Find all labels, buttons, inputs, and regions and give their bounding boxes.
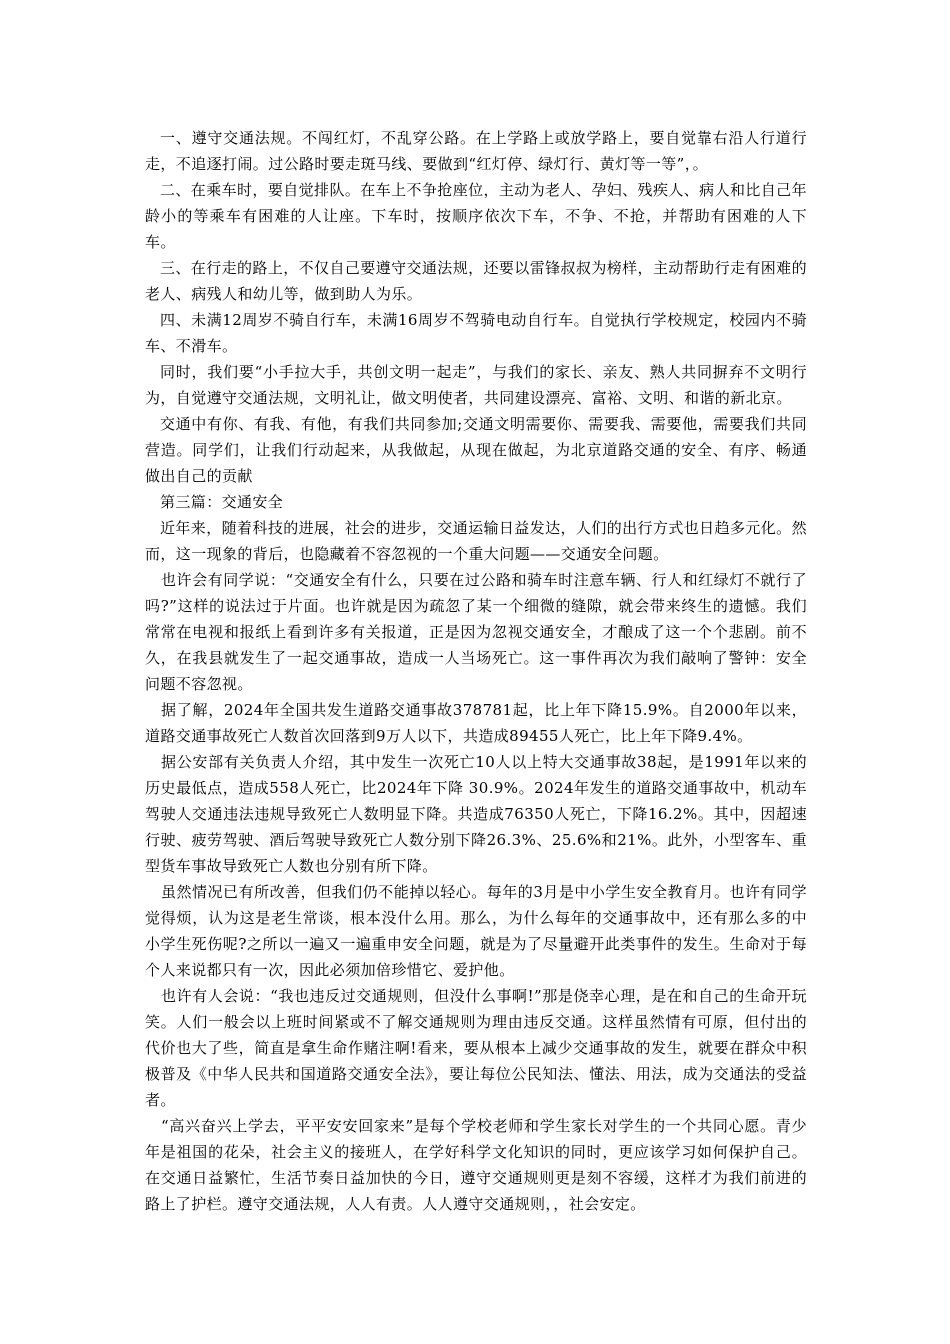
section-heading: 第三篇：交通安全 (160, 493, 284, 511)
paragraph-rule-3: 三、在行走的路上，不仅自己要遵守交通法规，还要以雷锋叔叔为榜样，主动帮助行走有困难的老人、病残人和幼儿等，做到助人为乐。 (145, 259, 807, 303)
paragraph-statistics: 据了解，2024年全国共发生道路交通事故378781起，比上年下降15.9%。自2000年以来，道路交通事故死亡人数首次回落到9万人以下，共造成89455人死亡，比上年下降9.4%。 (145, 701, 807, 745)
paragraph-ministry: 据公安部有关负责人介绍，其中发生一次死亡10人以上特大交通事故38起，是1991年以来的历史最低点，造成558人死亡，比2024年下降 30.9%。2024年发生的道路交通事故中，机动车驾驶人交通违法违规导致死亡人数明显下降。共造成76350人死亡，下降16.2%。其中，因超速行驶、疲劳驾驶、酒后驾驶导致死亡人数分别下降26.3%、25.6%和21%。此外，小型客车、重型货车事故导致死亡人数也分别有所下降。 (145, 753, 807, 875)
paragraph-rule-2: 二、在乘车时，要自觉排队。在车上不争抢座位，主动为老人、孕妇、残疾人、病人和比自己年龄小的等乘车有困难的人让座。下车时，按顺序依次下车，不争、不抢，并帮助有困难的人下车。 (145, 181, 807, 251)
document-body (145, 125, 807, 1217)
paragraph-rule-4: 四、未满12周岁不骑自行车，未满16周岁不驾骑电动自行车。自觉执行学校规定，校园内不骑车、不滑车。 (145, 311, 807, 355)
paragraph-safety-month: 虽然情况已有所改善，但我们仍不能掉以轻心。每年的3月是中小学生安全教育月。也许有同学觉得烦，认为这是老生常谈，根本没什么用。那么，为什么每年的交通事故中，还有那么多的中小学生死伤呢?之所以一遍又一遍重申安全问题，就是为了尽量避开此类事件的发生。生命对于每个人来说都只有一次，因此必须加倍珍惜它、爱护他。 (145, 883, 807, 979)
paragraph-classmates: 也许会有同学说：“交通安全有什么，只要在过公路和骑车时注意车辆、行人和红绿灯不就行了吗?”这样的说法过于片面。也许就是因为疏忽了某一个细微的缝隙，就会带来终生的遗憾。我们常常在电视和报纸上看到许多有关报道，正是因为忽视交通安全，才酿成了这一个个悲剧。前不久，在我县就发生了一起交通事故，造成一人当场死亡。这一事件再次为我们敲响了警钟：安全问题不容忽视。 (145, 571, 807, 693)
paragraph-together: 同时，我们要“小手拉大手，共创文明一起走”，与我们的家长、亲友、熟人共同摒弃不文明行为，自觉遵守交通法规，文明礼让，做文明使者，共同建设漂亮、富裕、文明、和谐的新北京。 (145, 363, 807, 407)
paragraph-intro: 近年来，随着科技的进展，社会的进步，交通运输日益发达，人们的出行方式也日趋多元化。然而，这一现象的背后，也隐藏着不容忽视的一个重大问题——交通安全问题。 (145, 519, 807, 563)
paragraph-rule-1: 一、遵守交通法规。不闯红灯，不乱穿公路。在上学路上或放学路上，要自觉靠右沿人行道行走，不追逐打闹。过公路时要走斑马线、要做到“红灯停、绿灯行、黄灯等一等”，。 (145, 129, 807, 173)
paragraph-conclusion: “高兴奋兴上学去，平平安安回家来”是每个学校老师和学生家长对学生的一个共同心愿。青少年是祖国的花朵，社会主义的接班人，在学好科学文化知识的同时，更应该学习如何保护自己。在交通日益繁忙，生活节奏日益加快的今日，遵守交通规则更是刻不容缓，这样才为我们前进的路上了护栏。遵守交通法规，人人有责。人人遵守交通规则，，社会安定。 (145, 1117, 807, 1213)
paragraph-call-to-action: 交通中有你、有我、有他，有我们共同参加;交通文明需要你、需要我、需要他，需要我们共同营造。同学们，让我们行动起来，从我做起，从现在做起，为北京道路交通的安全、有序、畅通做出自己的贡献 (145, 415, 807, 485)
paragraph-luck: 也许有人会说：“我也违反过交通规则，但没什么事啊!”那是侥幸心理，是在和自己的生命开玩笑。人们一般会以上班时间紧或不了解交通规则为理由违反交通。这样虽然情有可原，但付出的代价也大了些，简直是拿生命作赌注啊!看来，要从根本上减少交通事故的发生，就要在群众中积极普及《中华人民共和国道路交通安全法》，要让每位公民知法、懂法、用法，成为交通法的受益者。 (145, 987, 807, 1109)
